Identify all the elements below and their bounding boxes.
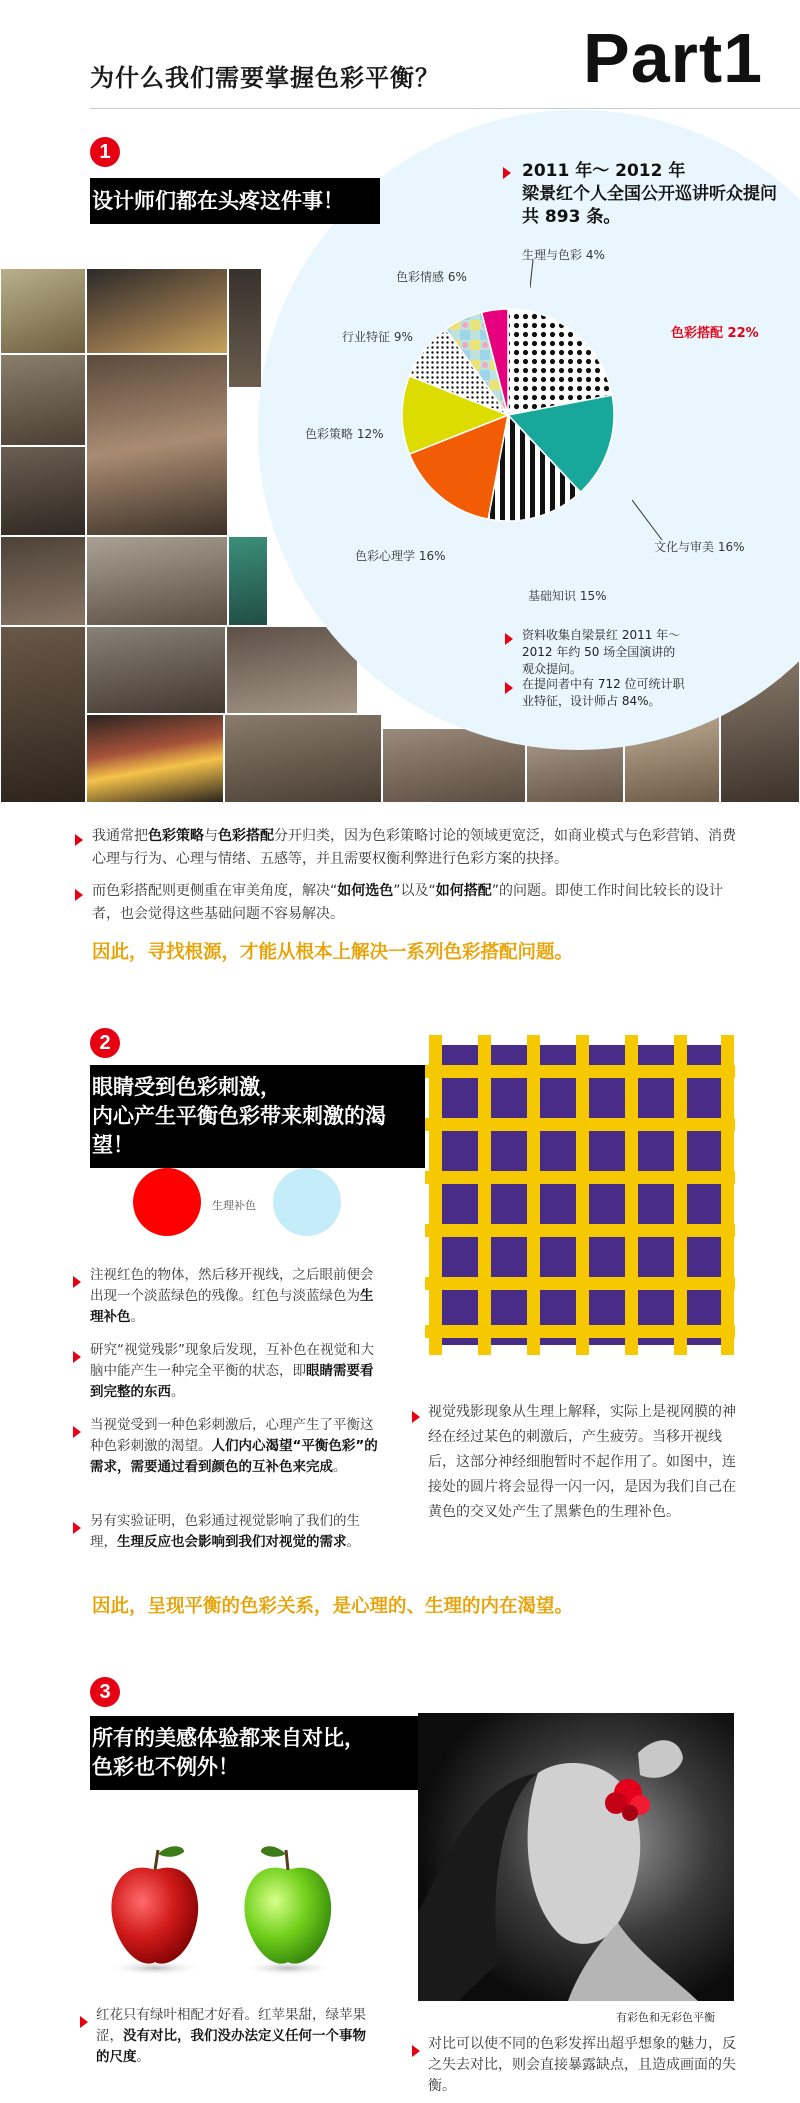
section-number-badge: 2	[90, 1028, 120, 1058]
light-cyan-circle	[273, 1168, 341, 1236]
bullet-triangle	[75, 886, 83, 905]
leader-line	[632, 500, 672, 545]
grid-bar-vertical	[625, 1035, 638, 1355]
grid-bar-horizontal	[425, 1224, 735, 1237]
red-circle	[133, 1168, 201, 1236]
pie-label: 基础知识 15%	[528, 589, 607, 603]
body-paragraph: 红花只有绿叶相配才好看。红苹果甜，绿苹果涩，没有对比，我们没办法定义任何一个事物的尺度。	[96, 2007, 366, 2065]
bullet-triangle	[73, 1423, 81, 1442]
bullet-triangle	[505, 679, 513, 698]
lecture-photo	[0, 268, 86, 354]
page-title: 为什么我们需要掌握色彩平衡？	[90, 64, 440, 92]
lecture-photo	[0, 446, 86, 536]
body-paragraph: 我通常把色彩策略与色彩搭配分开归类，因为色彩策略讨论的领域更宽泛，如商业模式与色彩营销、消费心理与行为、心理与情绪、五感等，并且需要权衡利弊进行色彩方案的抉择。	[92, 828, 736, 867]
section-conclusion: 因此，呈现平衡的色彩关系，是心理的、生理的内在渴望。	[92, 1596, 574, 1617]
complement-label: 生理补色	[212, 1199, 256, 1212]
section-banner	[90, 1716, 420, 1790]
apple-leaf	[261, 1846, 286, 1857]
bullet-triangle	[73, 1273, 81, 1292]
bullet-triangle	[412, 2042, 420, 2061]
lecture-photo-speaker	[86, 354, 228, 536]
body-paragraph: 另有实验证明，色彩通过视觉影响了我们的生理，生理反应也会影响到我们对视觉的需求。	[90, 1513, 360, 1550]
red-apple	[111, 1868, 198, 1964]
grid-bar-vertical	[429, 1035, 442, 1355]
body-paragraph: 而色彩搭配则更侧重在审美角度，解决“如何选色”以及“如何搭配”的问题。即使工作时间比较长的设计者，也会觉得这些基础问题不容易解决。	[92, 883, 724, 922]
section-banner: 设计师们都在头疼这件事！	[90, 178, 380, 224]
body-paragraph: 注视红色的物体，然后移开视线，之后眼前便会出现一个淡蓝绿色的残像。红色与淡蓝绿色为生理补色。	[90, 1267, 374, 1325]
stat-line: 共 893 条。	[522, 207, 621, 227]
lecture-photo	[86, 626, 226, 714]
lecture-photo	[0, 626, 86, 803]
grid-bar-horizontal	[425, 1065, 735, 1078]
apple-leaf	[158, 1846, 184, 1857]
lecture-photo	[86, 268, 228, 354]
lecture-photo	[228, 536, 268, 626]
lecture-photo	[86, 714, 224, 803]
part-title: Part1	[583, 19, 764, 97]
pie-label: 色彩心理学 16%	[355, 549, 446, 563]
bullet-triangle	[73, 1519, 81, 1538]
bullet-triangle	[73, 1348, 81, 1367]
banner-line: 色彩也不例外！	[92, 1755, 239, 1779]
grid-bar-horizontal	[425, 1325, 735, 1338]
pie-label-highlight: 色彩搭配 22%	[671, 326, 759, 341]
body-paragraph: 视觉残影现象从生理上解释，实际上是视网膜的神经在经过某色的刺激后，产生疲劳。当移开视线后，这部分神经细胞暂时不起作用了。如图中，连接处的圆片将会显得一闪一闪，是因为我们自己在黄色的交叉处产生了黑紫色的生理补色。	[428, 1404, 736, 1520]
pie-label: 色彩情感 6%	[396, 270, 467, 284]
grid-bar-vertical	[674, 1035, 687, 1355]
bullet-triangle	[80, 2013, 88, 2032]
body-paragraph: 当视觉受到一种色彩刺激后，心理产生了平衡这种色彩刺激的渴望。人们内心渴望“平衡色彩”的需求，需要通过看到颜色的互补色来完成。	[90, 1417, 378, 1475]
pie-note: 在提问者中有 712 位可统计职业特征，设计师占 84%。	[522, 677, 685, 708]
lecture-photo	[86, 536, 228, 626]
pie-label: 行业特征 9%	[342, 330, 413, 344]
grid-bar-vertical	[576, 1035, 589, 1355]
grid-bar-vertical	[721, 1035, 734, 1355]
body-paragraph: 对比可以使不同的色彩发挥出超乎想象的魅力，反之失去对比，则会直接暴露缺点，且造成画面的失衡。	[428, 2036, 736, 2094]
lecture-photo	[224, 714, 382, 803]
bullet-triangle	[505, 630, 513, 649]
section-number-badge: 3	[90, 1677, 120, 1707]
header-divider	[90, 108, 800, 109]
bullet-triangle	[75, 831, 83, 850]
afterimage-grid-illusion	[425, 1035, 735, 1355]
grid-bar-vertical	[478, 1035, 491, 1355]
bullet-triangle	[503, 164, 511, 183]
lecture-photo	[0, 354, 86, 446]
section-banner	[90, 1065, 425, 1168]
pie-label: 文化与审美 16%	[654, 540, 745, 554]
stat-title	[522, 160, 777, 229]
grid-bar-horizontal	[425, 1118, 735, 1131]
pie-label: 色彩策略 12%	[305, 427, 384, 441]
grid-bar-horizontal	[425, 1171, 735, 1184]
banner-line: 所有的美感体验都来自对比，	[92, 1726, 365, 1750]
green-apple	[244, 1868, 331, 1964]
lecture-photo	[0, 536, 86, 626]
lecture-photo	[228, 268, 262, 388]
banner-line: 眼睛受到色彩刺激，	[92, 1075, 281, 1099]
stat-line: 2011 年～ 2012 年	[522, 161, 686, 181]
banner-line: 内心产生平衡色彩带来刺激的渴望！	[92, 1104, 386, 1157]
photo-caption: 有彩色和无彩色平衡	[616, 2011, 715, 2024]
bullet-triangle	[412, 1408, 420, 1427]
body-paragraph: 研究“视觉残影”现象后发现，互补色在视觉和大脑中能产生一种完全平衡的状态，即眼睛需要看到完整的东西。	[90, 1342, 374, 1400]
leader-line	[530, 258, 550, 290]
pie-note: 资料收集自梁景红 2011 年～ 2012 年约 50 场全国演讲的观众提问。	[522, 628, 681, 676]
apples-illustration	[100, 1840, 350, 1980]
pie-label: 生理与色彩 4%	[522, 248, 605, 262]
section-conclusion: 因此，寻找根源，才能从根本上解决一系列色彩搭配问题。	[92, 942, 574, 963]
grid-bar-horizontal	[425, 1277, 735, 1290]
stat-line: 梁景红个人全国公开巡讲听众提问	[522, 184, 777, 204]
grayscale-photo-red-flower	[418, 1713, 734, 2001]
section-number-badge: 1	[90, 137, 120, 167]
grid-bar-vertical	[527, 1035, 540, 1355]
